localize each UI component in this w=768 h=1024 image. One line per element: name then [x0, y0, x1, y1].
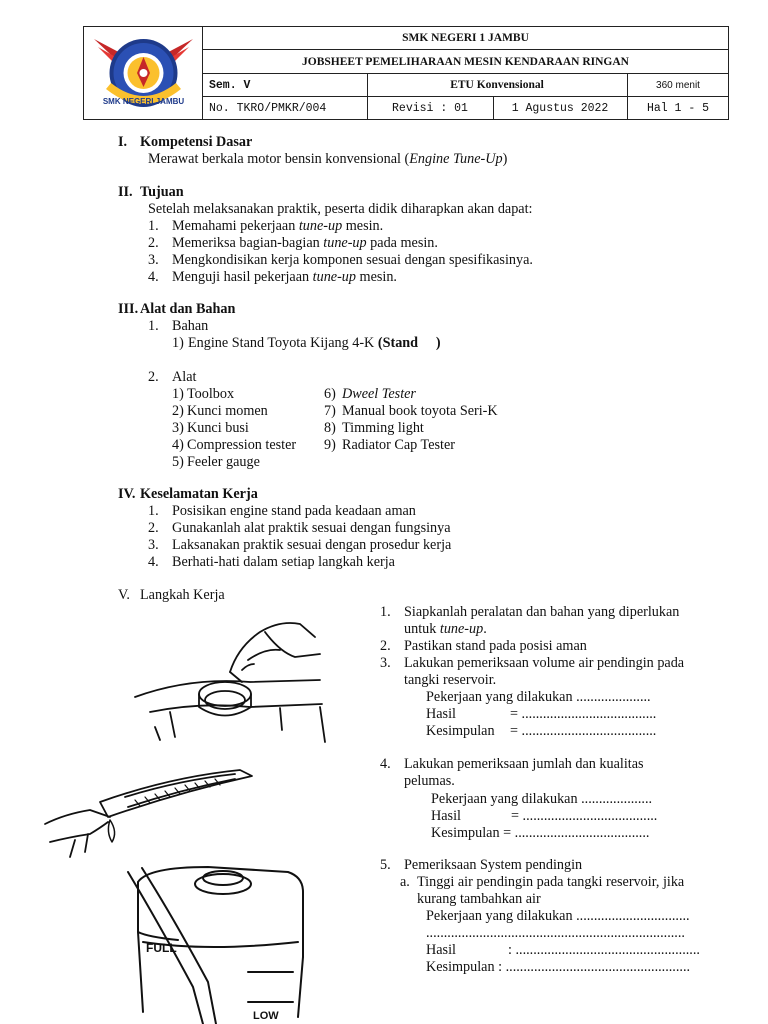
alat-item-2-number: 2) [172, 403, 184, 419]
step-3-line-2: tangki reservoir. [404, 672, 497, 688]
oil-dipstick-illustration [40, 762, 270, 862]
school-logo-cell [84, 27, 203, 119]
section-4-number: IV. [118, 486, 136, 502]
safety-item-4-text: Berhati-hati dalam setiap langkah kerja [172, 554, 395, 570]
bahan-item: Engine Stand Toyota Kijang 4-K (Stand ) [188, 335, 441, 351]
alat-item-5-number: 5) [172, 454, 184, 470]
section-5-title: Langkah Kerja [140, 587, 225, 603]
tujuan-item-4-text: Menguji hasil pekerjaan tune-up mesin. [172, 269, 397, 285]
step-1-line-1: Siapkanlah peralatan dan bahan yang diperlukan [404, 604, 680, 620]
document-date: 1 Agustus 2022 [511, 101, 609, 115]
alat-item-9-text: Radiator Cap Tester [342, 437, 456, 453]
step-5-work-continuation[interactable]: ......................................................................... [426, 925, 685, 941]
duration: 360 menit [656, 79, 700, 91]
jobsheet-title: JOBSHEET PEMELIHARAAN MESIN KENDARAAN RINGAN [203, 50, 728, 74]
step-3-line-1: Lakukan pemeriksaan volume air pendingin pada [404, 655, 685, 671]
logo-text: SMK NEGERI JAMBU [102, 97, 185, 106]
school-name: SMK NEGERI 1 JAMBU [203, 27, 728, 50]
step-2-text: Pastikan stand pada posisi aman [404, 638, 587, 654]
bahan-item-number: 1) [172, 335, 184, 351]
section-5-number: V. [118, 587, 130, 603]
step-4-conclusion-field[interactable]: Kesimpulan = ...................................... [431, 825, 650, 841]
alat-item-4-text: Compression tester [187, 437, 297, 453]
safety-item-1-text: Posisikan engine stand pada keadaan aman [172, 503, 416, 519]
step-1-line-2: untuk tune-up. [404, 621, 487, 637]
bahan-number: 1. [148, 318, 159, 334]
alat-item-2-text: Kunci momen [187, 403, 268, 419]
section-2-intro: Setelah melaksanakan praktik, peserta didik diharapkan akan dapat: [148, 201, 533, 217]
safety-item-3-text: Laksanakan praktik sesuai dengan prosedur kerja [172, 537, 452, 553]
section-4-title: Keselamatan Kerja [140, 486, 258, 502]
safety-item-1-number: 1. [148, 503, 159, 519]
step-1-number: 1. [380, 604, 391, 620]
step-5-result-field[interactable]: : .................................................... [508, 942, 700, 958]
step-2-number: 2. [380, 638, 391, 654]
step-3-conclusion-field[interactable]: = ...................................... [510, 723, 657, 739]
safety-item-2-number: 2. [148, 520, 159, 536]
step-4-number: 4. [380, 756, 391, 772]
bahan-label: Bahan [172, 318, 209, 334]
tujuan-item-2-text: Memeriksa bagian-bagian tune-up pada mesin. [172, 235, 438, 251]
step-5a-letter: a. [400, 874, 410, 890]
semester: Sem. V [209, 78, 251, 92]
school-logo [84, 27, 203, 119]
alat-item-3-number: 3) [172, 420, 184, 436]
step-5-result-label: Hasil [426, 942, 456, 958]
alat-item-1-text: Toolbox [187, 386, 235, 402]
step-4-line-2: pelumas. [404, 773, 455, 789]
alat-number: 2. [148, 369, 159, 385]
step-4-result-label: Hasil [431, 808, 461, 824]
revision: Revisi : 01 [392, 101, 468, 115]
alat-item-5-text: Feeler gauge [187, 454, 260, 470]
header-row-doc [203, 97, 728, 119]
tujuan-item-3-number: 3. [148, 252, 159, 268]
document-number: No. TKRO/PMKR/004 [209, 101, 327, 115]
step-5-text: Pemeriksaan System pendingin [404, 857, 583, 873]
header-row-semester [203, 74, 728, 97]
tank-full-mark: FULL [146, 941, 177, 955]
alat-item-9-number: 9) [324, 437, 336, 453]
safety-item-2-text: Gunakanlah alat praktik sesuai dengan fungsinya [172, 520, 451, 536]
alat-item-7-number: 7) [324, 403, 336, 419]
safety-item-3-number: 3. [148, 537, 159, 553]
tujuan-item-1-number: 1. [148, 218, 159, 234]
step-5-work-field[interactable]: Pekerjaan yang dilakukan ................................ [426, 908, 690, 924]
alat-item-7-text: Manual book toyota Seri-K [342, 403, 498, 419]
tujuan-item-4-number: 4. [148, 269, 159, 285]
step-4-work-field[interactable]: Pekerjaan yang dilakukan .................... [431, 791, 653, 807]
step-3-result-label: Hasil [426, 706, 456, 722]
step-4-result-field[interactable]: = ...................................... [511, 808, 658, 824]
section-1-number: I. [118, 134, 128, 150]
alat-item-8-number: 8) [324, 420, 336, 436]
alat-label: Alat [172, 369, 197, 385]
page-number: Hal 1 - 5 [646, 101, 710, 115]
document-header [83, 26, 729, 120]
safety-item-4-number: 4. [148, 554, 159, 570]
step-5-conclusion-field[interactable]: Kesimpulan : .................................................... [426, 959, 691, 975]
alat-item-6-text: Dweel Tester [342, 386, 416, 402]
section-2-title: Tujuan [140, 184, 184, 200]
subject: ETU Konvensional [450, 79, 544, 91]
alat-item-6-number: 6) [324, 386, 336, 402]
alat-item-1-number: 1) [172, 386, 184, 402]
tujuan-item-2-number: 2. [148, 235, 159, 251]
tank-low-mark: LOW [253, 1010, 279, 1022]
step-5a-line-1: Tinggi air pendingin pada tangki reservoir, jika [417, 874, 685, 890]
section-1-title: Kompetensi Dasar [140, 134, 253, 150]
alat-item-8-text: Timming light [342, 420, 424, 436]
alat-item-4-number: 4) [172, 437, 184, 453]
step-5-number: 5. [380, 857, 391, 873]
step-4-line-1: Lakukan pemeriksaan jumlah dan kualitas [404, 756, 644, 772]
section-1-text: Merawat berkala motor bensin konvensional (Engine Tune-Up) [148, 151, 508, 167]
section-2-number: II. [118, 184, 133, 200]
section-3-title: Alat dan Bahan [140, 301, 236, 317]
step-3-result-field[interactable]: = ...................................... [510, 706, 657, 722]
step-3-number: 3. [380, 655, 391, 671]
step-3-work-field[interactable]: Pekerjaan yang dilakukan ..................... [426, 689, 651, 705]
tujuan-item-1-text: Memahami pekerjaan tune-up mesin. [172, 218, 384, 234]
step-3-conclusion-label: Kesimpulan [426, 723, 495, 739]
step-5a-line-2: kurang tambahkan air [417, 891, 541, 907]
radiator-cap-check-illustration [130, 612, 330, 752]
coolant-reservoir-illustration [118, 862, 318, 1024]
section-3-number: III. [118, 301, 139, 317]
tujuan-item-3-text: Mengkondisikan kerja komponen sesuai dengan spesifikasinya. [172, 252, 533, 268]
alat-item-3-text: Kunci busi [187, 420, 249, 436]
